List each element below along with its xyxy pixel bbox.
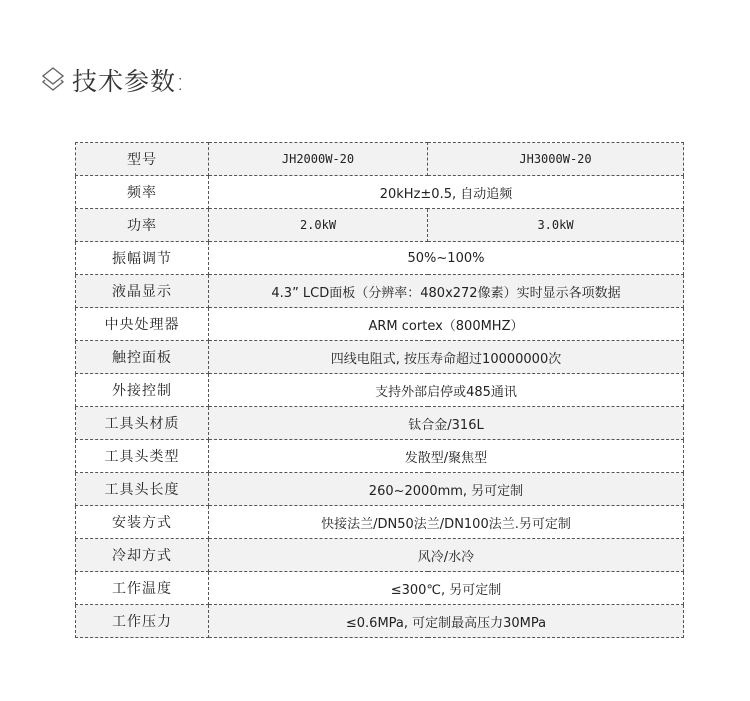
table-row <box>76 341 684 374</box>
section-title: 技术参数: <box>72 67 186 96</box>
row-label: 冷却方式 <box>76 539 209 572</box>
table-row <box>76 143 684 176</box>
layers-diamond-icon <box>40 65 66 95</box>
table-row <box>76 539 684 572</box>
row-value: ≤300℃, 另可定制 <box>209 572 684 605</box>
table-row <box>76 242 684 275</box>
row-value: ARM cortex（800MHZ） <box>209 308 684 341</box>
row-label: 工作温度 <box>76 572 209 605</box>
row-label: 功率 <box>76 209 209 242</box>
table-row <box>76 374 684 407</box>
table-row <box>76 605 684 638</box>
row-value: JH2000W-20 <box>209 143 428 176</box>
row-label: 外接控制 <box>76 374 209 407</box>
row-label: 安装方式 <box>76 506 209 539</box>
row-value: 四线电阻式, 按压寿命超过10000000次 <box>209 341 684 374</box>
table-row <box>76 473 684 506</box>
table-row <box>76 176 684 209</box>
table-row <box>76 209 684 242</box>
table-row <box>76 572 684 605</box>
row-value: 3.0kW <box>428 209 684 242</box>
table-row <box>76 440 684 473</box>
row-value: 20kHz±0.5, 自动追频 <box>209 176 684 209</box>
table-row <box>76 308 684 341</box>
row-label: 工具头长度 <box>76 473 209 506</box>
row-value: 风冷/水冷 <box>209 539 684 572</box>
table-row <box>76 407 684 440</box>
row-value: ≤0.6MPa, 可定制最高压力30MPa <box>209 605 684 638</box>
section-heading <box>40 62 185 98</box>
row-value: 50%~100% <box>209 242 684 275</box>
row-label: 频率 <box>76 176 209 209</box>
row-label: 型号 <box>76 143 209 176</box>
row-label: 中央处理器 <box>76 308 209 341</box>
row-label: 液晶显示 <box>76 275 209 308</box>
row-value: 钛合金/316L <box>209 407 684 440</box>
row-label: 工具头类型 <box>76 440 209 473</box>
row-value: 260~2000mm, 另可定制 <box>209 473 684 506</box>
row-value: JH3000W-20 <box>428 143 684 176</box>
row-value: 发散型/聚焦型 <box>209 440 684 473</box>
row-label: 工具头材质 <box>76 407 209 440</box>
table-row <box>76 506 684 539</box>
row-label: 触控面板 <box>76 341 209 374</box>
spec-table <box>75 142 684 638</box>
row-value: 支持外部启停或485通讯 <box>209 374 684 407</box>
row-label: 振幅调节 <box>76 242 209 275</box>
row-value: 2.0kW <box>209 209 428 242</box>
row-value: 快接法兰/DN50法兰/DN100法兰.另可定制 <box>209 506 684 539</box>
row-value: 4.3” LCD面板（分辨率：480x272像素）实时显示各项数据 <box>209 275 684 308</box>
row-label: 工作压力 <box>76 605 209 638</box>
table-row <box>76 275 684 308</box>
